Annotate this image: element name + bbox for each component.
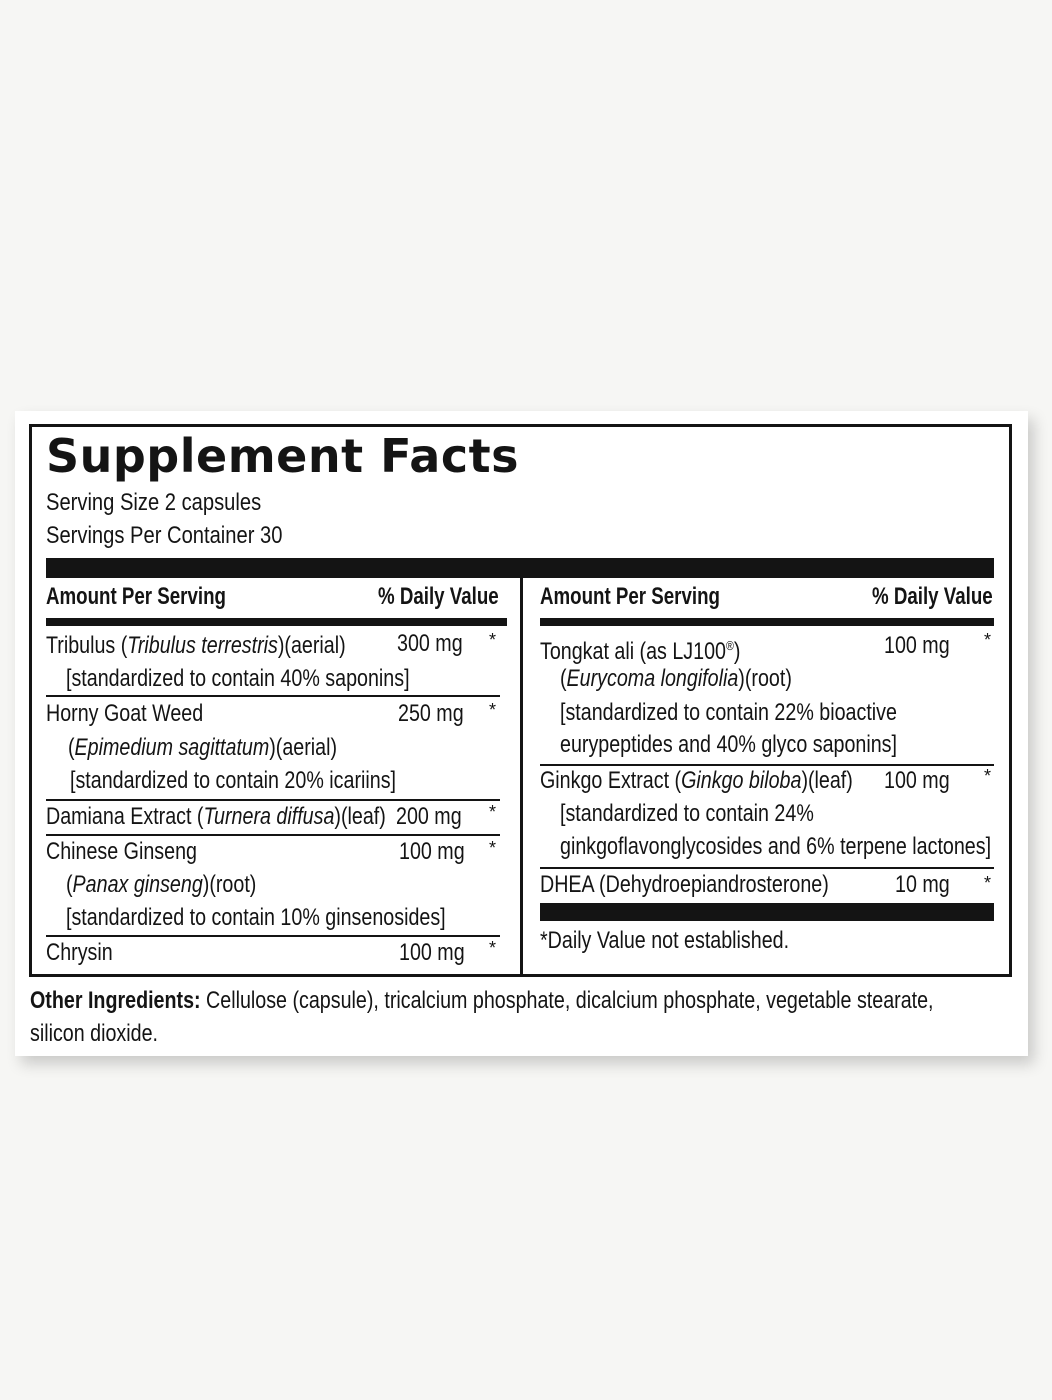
other-ingredients-label: Other Ingredients:: [30, 987, 201, 1014]
plant-part: )(root): [202, 871, 257, 898]
ingredient-name: Damiana Extract (: [46, 803, 204, 830]
note-horny-goat-weed: [standardized to contain 20% icariins]: [70, 767, 397, 794]
latin-name: Panax ginseng: [72, 871, 203, 898]
plant-part: )(aerial): [269, 734, 338, 761]
footnote: *Daily Value not established.: [540, 927, 790, 954]
dv-tribulus: *: [489, 630, 497, 650]
paren: ): [733, 638, 741, 665]
note-ginkgo-2: ginkgoflavonglycosides and 6% terpene lactones]: [560, 833, 992, 860]
amount-tongkat-ali: 100 mg: [884, 632, 950, 659]
latin-name: Ginkgo biloba: [681, 767, 802, 794]
dv-horny-goat-weed: *: [489, 700, 497, 720]
latin-horny-goat-weed: [68, 734, 337, 762]
servings-per-container: Servings Per Container 30: [46, 522, 283, 549]
note-tongkat-ali-2: eurypeptides and 40% glyco saponins]: [560, 731, 897, 758]
dv-ginkgo: *: [984, 766, 992, 786]
supplement-label-card: [15, 411, 1028, 1056]
latin-name: Turnera diffusa: [203, 803, 335, 830]
latin-name: Eurycoma longifolia: [566, 665, 739, 692]
ingredient-tribulus: [46, 632, 346, 660]
amount-horny-goat-weed: 250 mg: [398, 700, 464, 727]
note-tongkat-ali-1: [standardized to contain 22% bioactive: [560, 699, 897, 726]
latin-name: Epimedium sagittatum: [74, 734, 270, 761]
right-header-daily-value: % Daily Value: [872, 583, 993, 610]
row-divider: [46, 935, 500, 937]
amount-dhea: 10 mg: [895, 871, 950, 898]
serving-size: Serving Size 2 capsules: [46, 489, 262, 516]
left-header-rule: [46, 618, 507, 626]
paren: (: [66, 871, 73, 898]
ingredient-name: Ginkgo Extract (: [540, 767, 682, 794]
ingredient-name: Tongkat ali (as LJ100: [540, 638, 726, 665]
dv-chinese-ginseng: *: [489, 838, 497, 858]
plant-part: )(leaf): [801, 767, 853, 794]
panel-title: Supplement Facts: [46, 429, 519, 483]
amount-chinese-ginseng: 100 mg: [399, 838, 465, 865]
column-divider: [520, 578, 523, 977]
row-divider: [46, 695, 500, 697]
ingredient-chinese-ginseng: Chinese Ginseng: [46, 838, 197, 865]
row-divider: [540, 867, 994, 869]
latin-tongkat-ali: [560, 665, 792, 693]
latin-chinese-ginseng: [66, 871, 256, 899]
row-divider: [46, 799, 500, 801]
registered-mark: ®: [725, 638, 734, 653]
ingredient-name: Tribulus (: [46, 632, 128, 659]
amount-chrysin: 100 mg: [399, 939, 465, 966]
left-header-amount: Amount Per Serving: [46, 583, 226, 610]
right-header-amount: Amount Per Serving: [540, 583, 720, 610]
thick-divider-bottom: [540, 903, 994, 921]
other-ingredients: [30, 984, 948, 1050]
thick-divider-top: [46, 558, 994, 578]
ingredient-chrysin: Chrysin: [46, 939, 113, 966]
note-tribulus: [standardized to contain 40% saponins]: [66, 665, 410, 692]
amount-tribulus: 300 mg: [397, 630, 463, 657]
dv-chrysin: *: [489, 938, 497, 958]
row-divider: [46, 834, 500, 836]
amount-ginkgo: 100 mg: [884, 767, 950, 794]
latin-name: Tribulus terrestris: [127, 632, 278, 659]
plant-part: )(root): [738, 665, 792, 692]
dv-dhea: *: [984, 873, 992, 893]
ingredient-damiana: [46, 803, 386, 831]
note-ginkgo-1: [standardized to contain 24%: [560, 800, 814, 827]
paren: (: [560, 665, 567, 692]
plant-part: )(leaf): [334, 803, 386, 830]
ingredient-tongkat-ali: [540, 632, 740, 666]
supplement-facts-panel: [29, 424, 1012, 977]
left-header-daily-value: % Daily Value: [378, 583, 499, 610]
dv-damiana: *: [489, 802, 497, 822]
other-ingredients-text: Cellulose (capsule), tricalcium phosphate, dicalcium phosphate, vegetable stearate,: [200, 987, 934, 1014]
row-divider: [540, 764, 994, 766]
plant-part: )(aerial): [277, 632, 346, 659]
note-chinese-ginseng: [standardized to contain 10% ginsenosides]: [66, 904, 446, 931]
ingredient-ginkgo: [540, 767, 853, 795]
ingredient-horny-goat-weed: Horny Goat Weed: [46, 700, 204, 727]
amount-damiana: 200 mg: [396, 803, 462, 830]
other-ingredients-text-2: silicon dioxide.: [30, 1020, 158, 1047]
right-header-rule: [540, 618, 994, 626]
dv-tongkat-ali: *: [984, 630, 992, 650]
paren: (: [68, 734, 75, 761]
ingredient-dhea: DHEA (Dehydroepiandrosterone): [540, 871, 829, 898]
